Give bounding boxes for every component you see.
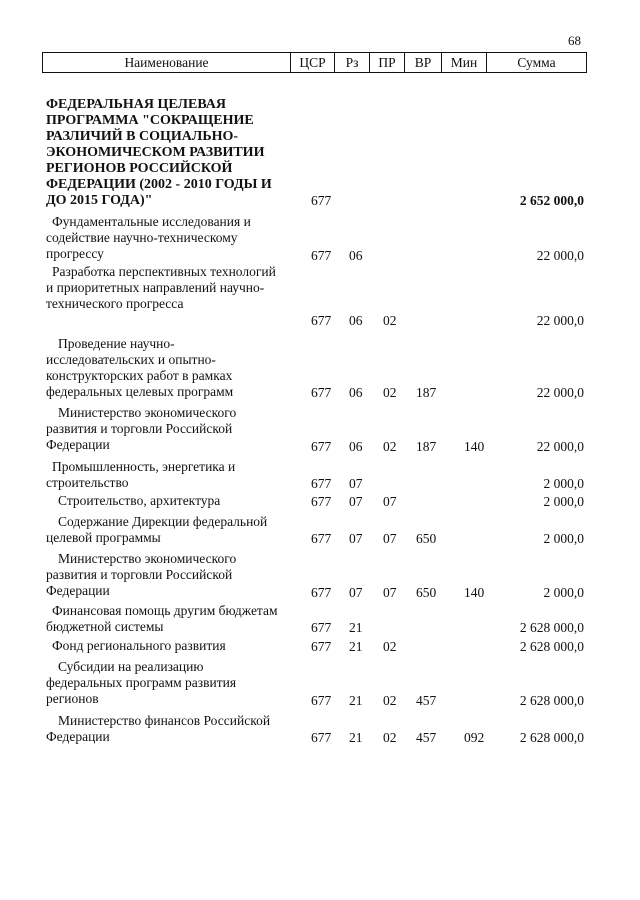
- row-sum: 22 000,0: [536, 248, 584, 263]
- row-name: Фонд регионального развития: [52, 638, 226, 653]
- row-vr: 187: [416, 385, 437, 400]
- row-pr: 02: [383, 730, 397, 745]
- row-vr: 187: [416, 439, 437, 454]
- row-csr: 677: [311, 730, 332, 745]
- row-rz: 21: [349, 730, 363, 745]
- row-pr: 07: [383, 531, 397, 546]
- row-rz: 06: [349, 385, 363, 400]
- row-min: 140: [464, 585, 485, 600]
- row-csr: 677: [311, 639, 332, 654]
- row-csr: 677: [311, 620, 332, 635]
- row-rz: 07: [349, 476, 363, 491]
- row-csr: 677: [311, 313, 332, 328]
- row-name: Министерство финансов Российской Федерации: [46, 713, 271, 744]
- row-sum: 2 000,0: [543, 494, 584, 509]
- row-rz: 06: [349, 313, 363, 328]
- row-sum: 2 000,0: [543, 531, 584, 546]
- row-rz: 21: [349, 620, 363, 635]
- row-sum: 2 000,0: [543, 585, 584, 600]
- row-min: 140: [464, 439, 485, 454]
- header-name: Наименование: [124, 55, 209, 70]
- row-sum: 2 628 000,0: [519, 730, 584, 745]
- row-csr: 677: [311, 494, 332, 509]
- table-row: [0, 493, 640, 510]
- row-vr: 650: [416, 531, 437, 546]
- table-header: [42, 52, 587, 73]
- row-sum: 2 628 000,0: [519, 620, 584, 635]
- row-pr: 02: [383, 639, 397, 654]
- header-vr: ВР: [404, 53, 441, 72]
- header-csr: ЦСР: [290, 53, 334, 72]
- row-name: Министерство экономического развития и торговли Российской Федерации: [46, 405, 237, 452]
- row-pr: 02: [383, 313, 397, 328]
- table-row: [0, 459, 640, 492]
- row-name: Министерство экономического развития и торговли Российской Федерации: [46, 551, 237, 598]
- row-name: Проведение научно-исследовательских и опытно-конструкторских работ в рамках федеральных целевых программ: [46, 336, 234, 399]
- row-name: Разработка перспективных технологий и приоритетных направлений научно-технического прогресса: [46, 264, 276, 311]
- row-csr: 677: [311, 585, 332, 600]
- table-row: [0, 97, 640, 209]
- table-row: [0, 264, 640, 329]
- table-row: [0, 336, 640, 401]
- table-row: [0, 659, 640, 709]
- row-rz: 06: [349, 439, 363, 454]
- table-row: [0, 713, 640, 746]
- row-name: Строительство, архитектура: [58, 493, 221, 508]
- page-number: 68: [568, 33, 581, 48]
- row-pr: 02: [383, 693, 397, 708]
- row-sum: 2 628 000,0: [519, 639, 584, 654]
- row-pr: 07: [383, 494, 397, 509]
- header-rz: Рз: [334, 53, 369, 72]
- row-name: Финансовая помощь другим бюджетам бюджетной системы: [46, 603, 278, 634]
- row-sum: 22 000,0: [536, 313, 584, 328]
- table-row: [0, 214, 640, 264]
- table-row: [0, 551, 640, 601]
- table-row: [0, 638, 640, 655]
- row-rz: 07: [349, 531, 363, 546]
- row-vr: 457: [416, 730, 437, 745]
- row-sum: 2 000,0: [543, 476, 584, 491]
- row-csr: 677: [311, 693, 332, 708]
- table-row: [0, 514, 640, 547]
- row-rz: 21: [349, 693, 363, 708]
- row-csr: 677: [311, 476, 332, 491]
- row-pr: 02: [383, 439, 397, 454]
- row-rz: 07: [349, 494, 363, 509]
- row-csr: 677: [311, 439, 332, 454]
- row-vr: 650: [416, 585, 437, 600]
- header-min: Мин: [441, 53, 486, 72]
- row-rz: 06: [349, 248, 363, 263]
- row-sum: 22 000,0: [536, 439, 584, 454]
- row-sum: 2 652 000,0: [519, 193, 584, 208]
- row-rz: 07: [349, 585, 363, 600]
- row-sum: 2 628 000,0: [519, 693, 584, 708]
- row-csr: 677: [311, 385, 332, 400]
- table-row: [0, 603, 640, 636]
- row-min: 092: [464, 730, 485, 745]
- row-name: Фундаментальные исследования и содействие научно-техническому прогрессу: [46, 214, 251, 261]
- row-csr: 677: [311, 248, 332, 263]
- row-pr: 07: [383, 585, 397, 600]
- row-name: ФЕДЕРАЛЬНАЯ ЦЕЛЕВАЯ ПРОГРАММА "СОКРАЩЕНИЕ РАЗЛИЧИЙ В СОЦИАЛЬНО-ЭКОНОМИЧЕСКОМ РАЗВИТИИ РЕГИОНОВ РОССИЙСКОЙ ФЕДЕРАЦИИ (2002 - 2010 ГОДЫ И ДО 2015 ГОДА)": [46, 97, 272, 208]
- row-sum: 22 000,0: [536, 385, 584, 400]
- header-sum: Сумма: [486, 53, 586, 72]
- row-csr: 677: [311, 531, 332, 546]
- header-pr: ПР: [369, 53, 404, 72]
- row-rz: 21: [349, 639, 363, 654]
- row-vr: 457: [416, 693, 437, 708]
- row-pr: 02: [383, 385, 397, 400]
- row-name: Промышленность, энергетика и строительство: [46, 459, 236, 490]
- row-name: Содержание Дирекции федеральной целевой программы: [46, 514, 268, 545]
- table-row: [0, 405, 640, 455]
- row-csr: 677: [311, 193, 332, 208]
- row-name: Субсидии на реализацию федеральных программ развития регионов: [46, 659, 237, 706]
